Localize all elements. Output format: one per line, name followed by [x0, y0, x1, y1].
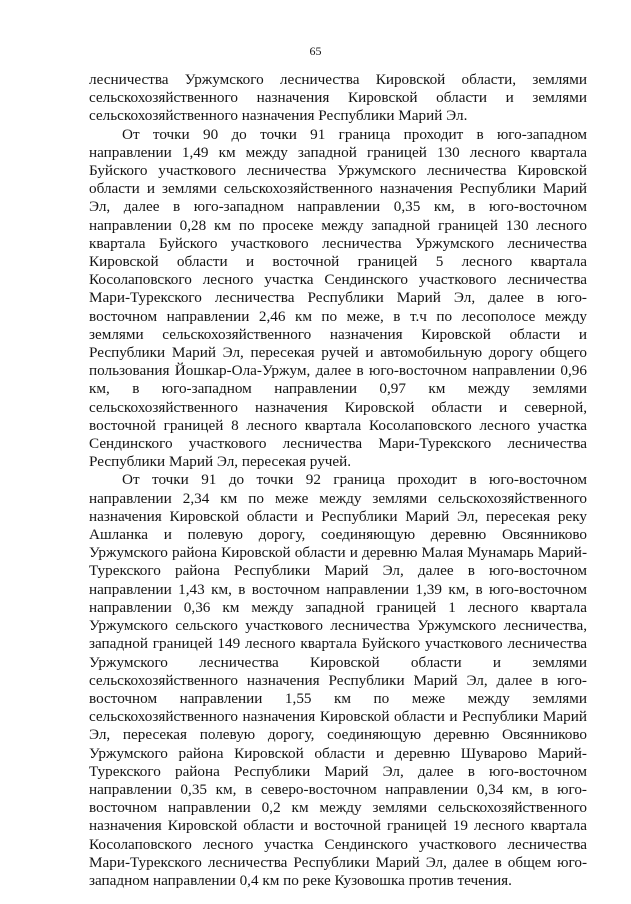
paragraph-point-91-92: От точки 91 до точки 92 граница проходит в юго-восточном направлении 2,34 км по меже между землями сельскохозяйственного назначения Кировской области и Республики Марий Эл, пересекая реку Ашланка и полевую дорогу, соединяющую деревню Овсянниково Уржумского района Кировской области и деревню Малая Мунамарь Марий-Турекского района Республики Марий Эл, далее в юго-восточном направлении 1,43 км, в восточном направлении 1,39 км, в юго-восточном направлении 0,36 км между западной границей 1 лесного квартала Уржумского сельского участкового лесничества Уржумского лесничества, западной границей 149 лесного квартала Буйского участкового лесничества Уржумского лесничества Кировской области и землями сельскохозяйственного назначения Республики Марий Эл, далее в юго-восточном направлении 1,55 км по меже между землями сельскохозяйственного назначения Кировской области и Республики Марий Эл, пересекая полевую дорогу, соединяющую деревню Овсянниково Уржумского района Кировской области и деревню Шуварово Марий-Турекского района Республики Марий Эл, далее в юго-восточном направлении 0,35 км, в северо-восточном направлении 0,34 км, в юго-восточном направлении 0,2 км между землями сельскохозяйственного назначения Кировской области и восточной границей 19 лесного квартала Косолаповского лесного участка Сендинского участкового лесничества Мари-Турекского лесничества Республики Марий Эл, далее в общем юго-западном направлении 0,4 км по реке Кузовошка против течения. [89, 471, 587, 889]
page-number: 65 [309, 44, 322, 58]
document-body [89, 71, 587, 890]
paragraph-continuation: лесничества Уржумского лесничества Кировской области, землями сельскохозяйственного назначения Кировской области и землями сельскохозяйственного назначения Республики Марий Эл. [89, 71, 587, 125]
paragraph-point-90-91: От точки 90 до точки 91 граница проходит в юго-западном направлении 1,49 км между западной границей 130 лесного квартала Буйского участкового лесничества Уржумского лесничества Кировской области и землями сельскохозяйственного назначения Республики Марий Эл, далее в юго-западном направлении 0,35 км, в юго-восточном направлении 0,28 км по просеке между западной границей 130 лесного квартала Буйского участкового лесничества Уржумского лесничества Кировской области и восточной границей 5 лесного квартала Косолаповского лесного участка Сендинского участкового лесничества Мари-Турекского лесничества Республики Марий Эл, далее в юго-восточном направлении 2,46 км по меже, в т.ч по лесополосе между землями сельскохозяйственного назначения Кировской области и Республики Марий Эл, пересекая ручей и автомобильную дорогу общего пользования Йошкар-Ола-Уржум, далее в юго-восточном направлении 0,96 км, в юго-западном направлении 0,97 км между землями сельскохозяйственного назначения Кировской области и северной, восточной границей 8 лесного квартала Косолаповского лесного участка Сендинского участкового лесничества Мари-Турекского лесничества Республики Марий Эл, пересекая ручей. [89, 125, 587, 471]
